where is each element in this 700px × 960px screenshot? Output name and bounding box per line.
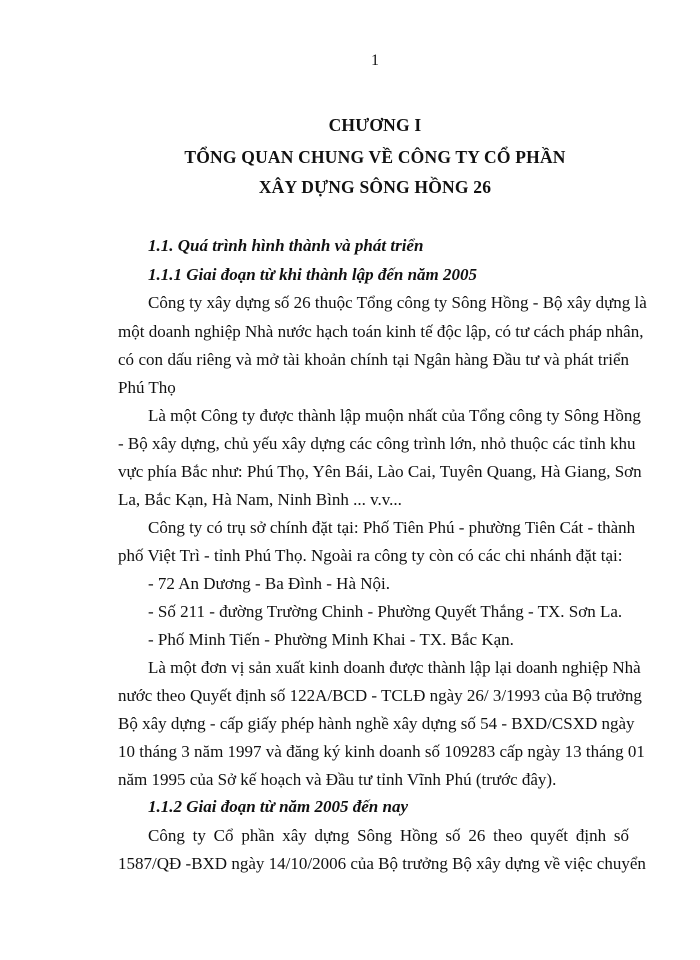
paragraph-5-line: Công ty Cổ phần xây dựng Sông Hồng số 26 theo quyết định số [148,826,629,845]
paragraph-4-line: 10 tháng 3 năm 1997 và đăng ký kinh doanh số 109283 cấp ngày 13 tháng 01 [118,742,645,761]
section-heading-1-1: 1.1. Quá trình hình thành và phát triển [148,236,424,255]
paragraph-4-line: Là một đơn vị sản xuất kinh doanh được thành lập lại doanh nghiệp Nhà [148,658,641,677]
branch-list-item: - 72 An Dương - Ba Đình - Hà Nội. [148,574,391,593]
paragraph-5-line: 1587/QĐ -BXD ngày 14/10/2006 của Bộ trưởng Bộ xây dựng về việc chuyển [118,854,646,873]
paragraph-4-line: Bộ xây dựng - cấp giấy phép hành nghề xây dựng số 54 - BXD/CSXD ngày [118,714,635,733]
paragraph-2-line: Là một Công ty được thành lập muộn nhất của Tổng công ty Sông Hồng [148,406,641,425]
chapter-title-line-1: TỔNG QUAN CHUNG VỀ CÔNG TY CỔ PHẦN [184,147,566,167]
section-heading-1-1-2: 1.1.2 Giai đoạn từ năm 2005 đến nay [148,797,409,816]
paragraph-1-line: Phú Thọ [118,378,176,397]
paragraph-3-line: phố Việt Trì - tỉnh Phú Thọ. Ngoài ra công ty còn có các chi nhánh đặt tại: [118,546,623,565]
paragraph-4-line: nước theo Quyết định số 122A/BCD - TCLĐ ngày 26/ 3/1993 của Bộ trưởng [118,686,642,705]
paragraph-4-line: năm 1995 của Sở kế hoạch và Đầu tư tỉnh Vĩnh Phú (trước đây). [118,770,557,789]
chapter-title-line-2: XÂY DỰNG SÔNG HỒNG 26 [258,177,492,197]
paragraph-2-line: - Bộ xây dựng, chủ yếu xây dựng các công trình lớn, nhỏ thuộc các tỉnh khu [118,434,636,453]
paragraph-2-line: La, Bắc Kạn, Hà Nam, Ninh Bình ... v.v... [118,490,402,509]
page-number: 1 [371,52,379,69]
section-heading-1-1-1: 1.1.1 Giai đoạn từ khi thành lập đến năm 2005 [148,265,478,284]
paragraph-1-line: một doanh nghiệp Nhà nước hạch toán kinh tế độc lập, có tư cách pháp nhân, [118,322,644,341]
branch-list-item: - Phố Minh Tiến - Phường Minh Khai - TX. Bắc Kạn. [148,630,514,649]
paragraph-1-line: có con dấu riêng và mở tài khoản chính tại Ngân hàng Đầu tư và phát triển [118,350,629,369]
paragraph-2-line: vực phía Bắc như: Phú Thọ, Yên Bái, Lào Cai, Tuyên Quang, Hà Giang, Sơn [118,462,642,481]
chapter-label: CHƯƠNG I [328,115,422,135]
paragraph-1-line: Công ty xây dựng số 26 thuộc Tổng công ty Sông Hồng - Bộ xây dựng là [148,293,647,312]
paragraph-3-line: Công ty có trụ sở chính đặt tại: Phố Tiên Phú - phường Tiên Cát - thành [148,518,636,537]
branch-list-item: - Số 211 - đường Trường Chinh - Phường Quyết Thắng - TX. Sơn La. [148,602,623,621]
